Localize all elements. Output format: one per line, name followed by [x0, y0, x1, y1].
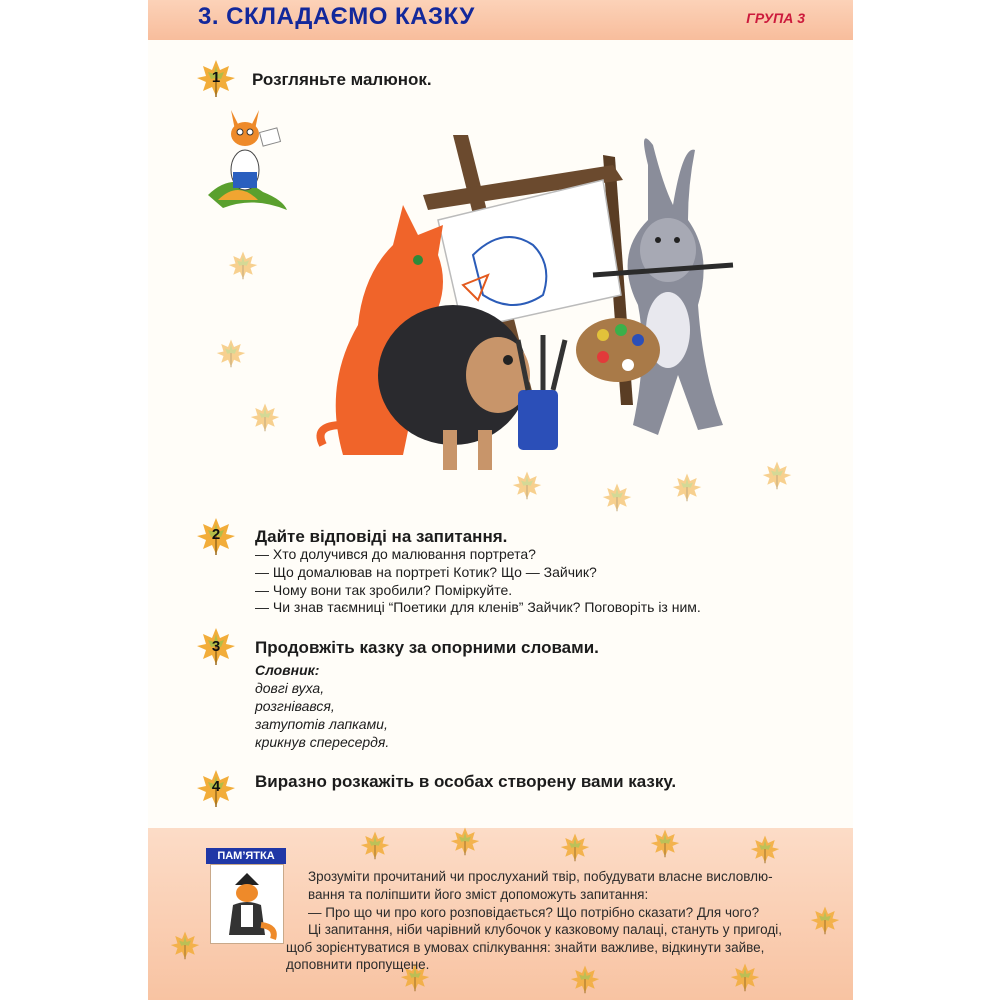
memo-badge: ПАМ’ЯТКА: [206, 848, 286, 864]
vocab-item: довгі вуха,: [255, 680, 325, 696]
task-4-title: Виразно розкажіть в особах створену вами казку.: [255, 772, 677, 791]
memo-line: — Про що чи про кого розповідається? Що потрібно сказати? Для чого?: [308, 905, 760, 920]
maple-leaf-icon: [808, 905, 842, 935]
task-2-title: Дайте відповіді на запитання.: [255, 527, 508, 546]
animals-painting-illustration: [303, 125, 768, 475]
maple-leaf-icon: [226, 250, 260, 280]
maple-leaf-icon: [600, 482, 634, 512]
vocab-item: розгнівався,: [255, 698, 335, 714]
memo-line: Ці запитання, ніби чарівний клубочок у казковому палаці, стануть у пригоді,: [308, 922, 783, 937]
maple-leaf-icon: [670, 472, 704, 502]
maple-leaf-icon: [648, 828, 682, 858]
maple-leaf-icon: [558, 832, 592, 862]
memo-line: вання та поліпшити його зміст допоможуть запитання:: [308, 887, 649, 902]
task-number: 1: [211, 69, 221, 86]
memo-line: щоб зорієнтуватися в умовах спілкування: знайти важливе, відкинути зайве,: [286, 940, 765, 955]
question-line: — Чому вони так зробили? Поміркуйте.: [255, 582, 513, 598]
maple-leaf-icon: [448, 826, 482, 856]
maple-leaf-icon: [568, 964, 602, 994]
textbook-page: [148, 0, 853, 1000]
maple-leaf-icon: [728, 962, 762, 992]
maple-leaf-icon: [168, 930, 202, 960]
memo-line: Зрозуміти прочитаний чи прослуханий твір, побудувати власне висловлю-: [308, 869, 773, 884]
maple-leaf-icon: [760, 460, 794, 490]
task-3-title: Продовжіть казку за опорними словами.: [255, 638, 599, 657]
fox-scholar-icon: [210, 864, 284, 944]
question-line: — Хто долучився до малювання портрета?: [255, 546, 536, 562]
task-number: 2: [211, 526, 221, 543]
maple-leaf-icon: [748, 834, 782, 864]
task-1-title: Розгляньте малюнок.: [252, 70, 432, 89]
maple-leaf-icon: [248, 402, 282, 432]
vocab-item: затупотів лапками,: [255, 716, 388, 732]
group-label: ГРУПА 3: [746, 10, 805, 26]
maple-leaf-icon: [214, 338, 248, 368]
vocab-item: крикнув спересердя.: [255, 734, 390, 750]
page-title: 3. СКЛАДАЄМО КАЗКУ: [198, 3, 475, 30]
maple-leaf-icon: [510, 470, 544, 500]
task-number: 4: [211, 778, 221, 795]
vocab-title: Словник:: [255, 662, 320, 678]
fox-mascot-icon: [203, 100, 288, 215]
memo-line: доповнити пропущене.: [286, 957, 430, 972]
question-line: — Чи знав таємниці “Поетики для кленів” Зайчик? Поговоріть із ним.: [255, 599, 701, 615]
page-header: [148, 0, 853, 40]
question-line: — Що домалював на портреті Котик? Що — Зайчик?: [255, 564, 597, 580]
task-number: 3: [211, 638, 221, 655]
maple-leaf-icon: [358, 830, 392, 860]
